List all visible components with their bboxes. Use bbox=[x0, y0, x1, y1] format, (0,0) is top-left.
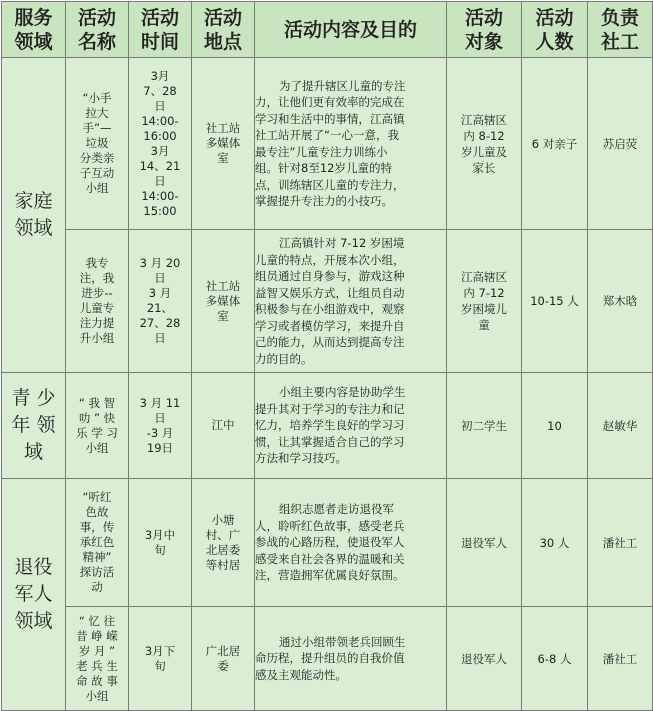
activity-content: 通过小组带领老兵回顾生 命历程，提升组员的自我价值 感及主观能动性。 bbox=[255, 607, 447, 711]
domain-cell-family: 家庭 领域 bbox=[2, 58, 66, 373]
activity-content: 江高镇针对 7-12 岁困境 儿童的特点，开展本次小组， 组员通过自身参与，游戏这种 益智又娱乐方式，让组员自动 积极参与在小组游戏中，观察 学习或者模仿学习，来提升自 己的能力，从而达到提高专注 力的目的。 bbox=[255, 230, 447, 373]
header-name: 活动 名称 bbox=[66, 2, 129, 58]
activity-table bbox=[1, 1, 653, 711]
activity-place: 江中 bbox=[192, 373, 255, 479]
activity-place: 社工站 多媒体 室 bbox=[192, 230, 255, 373]
table-row bbox=[2, 607, 653, 711]
activity-content: 组织志愿者走访退役军 人，聆听红色故事，感受老兵 参战的心路历程，使退役军人 感受来自社会各界的温暖和关 注，营造拥军优属良好氛围。 bbox=[255, 479, 447, 607]
table-row bbox=[2, 373, 653, 479]
activity-worker: 赵敏华 bbox=[588, 373, 653, 479]
header-time: 活动 时间 bbox=[129, 2, 192, 58]
table-row bbox=[2, 230, 653, 373]
domain-cell-youth: 青 少 年 领 域 bbox=[2, 373, 66, 479]
activity-target: 退役军人 bbox=[447, 479, 522, 607]
activity-content: 小组主要内容是协助学生 提升其对于学习的专注力和记 忆力，培养学生良好的学习习 惯，让其掌握适合自己的学习 方法和学习技巧。 bbox=[255, 373, 447, 479]
activity-worker: 苏启荧 bbox=[588, 58, 653, 230]
table-row bbox=[2, 58, 653, 230]
table-row bbox=[2, 479, 653, 607]
header-domain: 服务 领域 bbox=[2, 2, 66, 58]
activity-count: 6 对亲子 bbox=[522, 58, 588, 230]
activity-target: 初二学生 bbox=[447, 373, 522, 479]
activity-worker: 郑木晗 bbox=[588, 230, 653, 373]
activity-target: 江高辖区 内 8-12 岁儿童及 家长 bbox=[447, 58, 522, 230]
activity-time: 3月中 旬 bbox=[129, 479, 192, 607]
activity-place: 小塘 村、广 北居委 等村居 bbox=[192, 479, 255, 607]
domain-cell-veteran: 退役 军人 领域 bbox=[2, 479, 66, 711]
activity-place: 社工站 多媒体 室 bbox=[192, 58, 255, 230]
header-content: 活动内容及目的 bbox=[255, 2, 447, 58]
activity-name: “ 忆 往 昔 峥 嵘 岁 月 ” 老 兵 生 命 故 事 小组 bbox=[66, 607, 129, 711]
activity-count: 6-8 人 bbox=[522, 607, 588, 711]
activity-name: “小手 拉大 手”— 垃圾 分类亲 子互动 小组 bbox=[66, 58, 129, 230]
activity-name: 我专 注，我 进步-- 儿童专 注力提 升小组 bbox=[66, 230, 129, 373]
activity-target: 退役军人 bbox=[447, 607, 522, 711]
activity-time: 3月 7、28 日 14:00- 16:00 3月 14、21 日 14:00- 15:00 bbox=[129, 58, 192, 230]
activity-count: 30 人 bbox=[522, 479, 588, 607]
header-count: 活动 人数 bbox=[522, 2, 588, 58]
header-row bbox=[2, 2, 653, 58]
activity-time: 3 月 20 日 3 月 21、 27、28 日 bbox=[129, 230, 192, 373]
activity-content: 为了提升辖区儿童的专注 力，让他们更有效率的完成在 学习和生活中的事情，江高镇 社工站开展了“一心一意，我 最专注”儿童专注力训练小 组。针对8至12岁儿童的特 点，训练辖区儿童的专注力， 掌握提升专注力的小技巧。 bbox=[255, 58, 447, 230]
header-target: 活动 对象 bbox=[447, 2, 522, 58]
activity-name: “听红 色故 事，传 承红色 精神” 探访活 动 bbox=[66, 479, 129, 607]
activity-worker: 潘社工 bbox=[588, 607, 653, 711]
header-place: 活动 地点 bbox=[192, 2, 255, 58]
activity-count: 10-15 人 bbox=[522, 230, 588, 373]
activity-name: “ 我 智 叻 ” 快 乐 学 习 小组 bbox=[66, 373, 129, 479]
activity-time: 3月下 旬 bbox=[129, 607, 192, 711]
activity-target: 江高辖区 内 7-12 岁困境儿 童 bbox=[447, 230, 522, 373]
activity-count: 10 bbox=[522, 373, 588, 479]
activity-place: 广北居 委 bbox=[192, 607, 255, 711]
activity-worker: 潘社工 bbox=[588, 479, 653, 607]
activity-time: 3 月 11 日 -3 月 19日 bbox=[129, 373, 192, 479]
header-worker: 负责 社工 bbox=[588, 2, 653, 58]
